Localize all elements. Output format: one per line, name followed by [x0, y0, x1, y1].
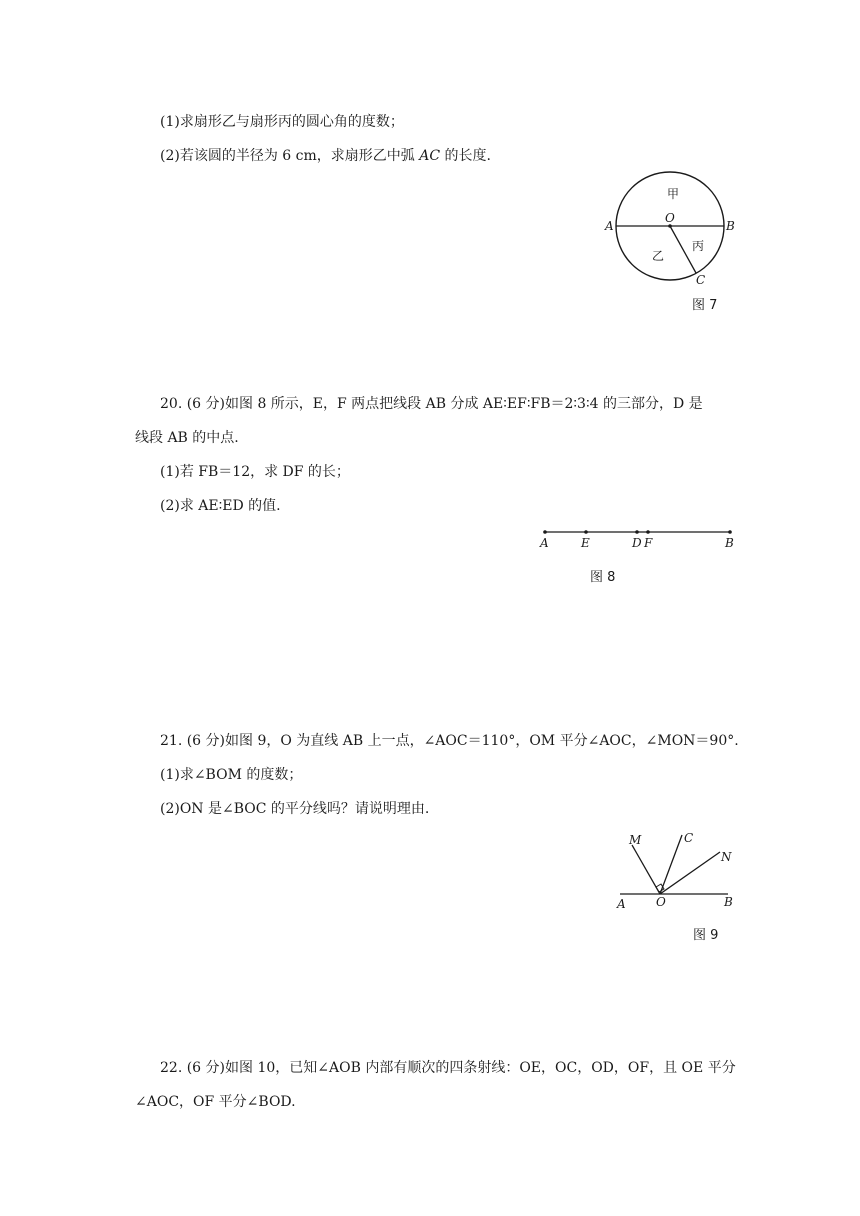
q19-part2-post: 的长度. [440, 148, 491, 164]
label-a: A [605, 219, 614, 233]
label-yi: 乙 [652, 249, 665, 263]
figure-7-diagram [600, 170, 740, 290]
figure-7-caption: 图 7 [692, 298, 718, 313]
point-f [646, 530, 650, 534]
label-m: M [629, 833, 642, 847]
figure-8-diagram [535, 522, 740, 552]
figure-7 [600, 170, 740, 290]
q21-line1: 21. (6 分)如图 9，O 为直线 AB 上一点，∠AOC＝110°，OM 平分∠AOC，∠MON＝90°. [160, 733, 739, 749]
point-d [635, 530, 639, 534]
q19-part1: (1)求扇形乙与扇形丙的圆心角的度数； [160, 114, 404, 130]
q20-line2: 线段 AB 的中点. [135, 430, 239, 446]
label-b: B [724, 895, 733, 909]
q20-line1: 20. (6 分)如图 8 所示，E，F 两点把线段 AB 分成 AE∶EF∶FB＝2∶3∶4 的三部分，D 是 [160, 396, 703, 412]
label-n: N [721, 850, 732, 864]
figure-9-caption: 图 9 [693, 928, 719, 943]
figure-9-diagram [612, 828, 742, 913]
label-e: E [581, 536, 590, 550]
label-a: A [540, 536, 549, 550]
label-o: O [665, 211, 675, 225]
point-a [543, 530, 547, 534]
point-e [584, 530, 588, 534]
figure-8 [535, 522, 740, 552]
figure-8-caption: 图 8 [590, 570, 616, 585]
q21-part2: (2)ON 是∠BOC 的平分线吗？请说明理由. [160, 801, 430, 817]
q22-line2: ∠AOC，OF 平分∠BOD. [135, 1094, 296, 1110]
q22-line1: 22. (6 分)如图 10，已知∠AOB 内部有顺次的四条射线：OE，OC，OD，OF，且 OE 平分 [160, 1060, 736, 1076]
q21-part1: (1)求∠BOM 的度数； [160, 767, 303, 783]
label-bing: 丙 [692, 239, 705, 253]
ray-oc [660, 835, 682, 894]
label-a: A [617, 897, 626, 911]
label-b: B [725, 536, 734, 550]
label-f: F [644, 536, 653, 550]
figure-9 [612, 828, 742, 913]
ray-on [660, 852, 720, 894]
q20-part1: (1)若 FB＝12，求 DF 的长； [160, 464, 350, 480]
q19-part2-pre: (2)若该圆的半径为 6 cm，求扇形乙中弧 [160, 148, 420, 164]
q20-part2: (2)求 AE∶ED 的值. [160, 498, 281, 514]
label-o: O [656, 895, 666, 909]
label-b: B [726, 219, 735, 233]
label-d: D [632, 536, 642, 550]
q19-part2 [160, 146, 491, 166]
label-c: C [696, 273, 706, 287]
label-c: C [684, 831, 694, 845]
q19-part2-var: AC [419, 148, 441, 164]
point-b [728, 530, 732, 534]
label-jia: 甲 [667, 187, 680, 201]
